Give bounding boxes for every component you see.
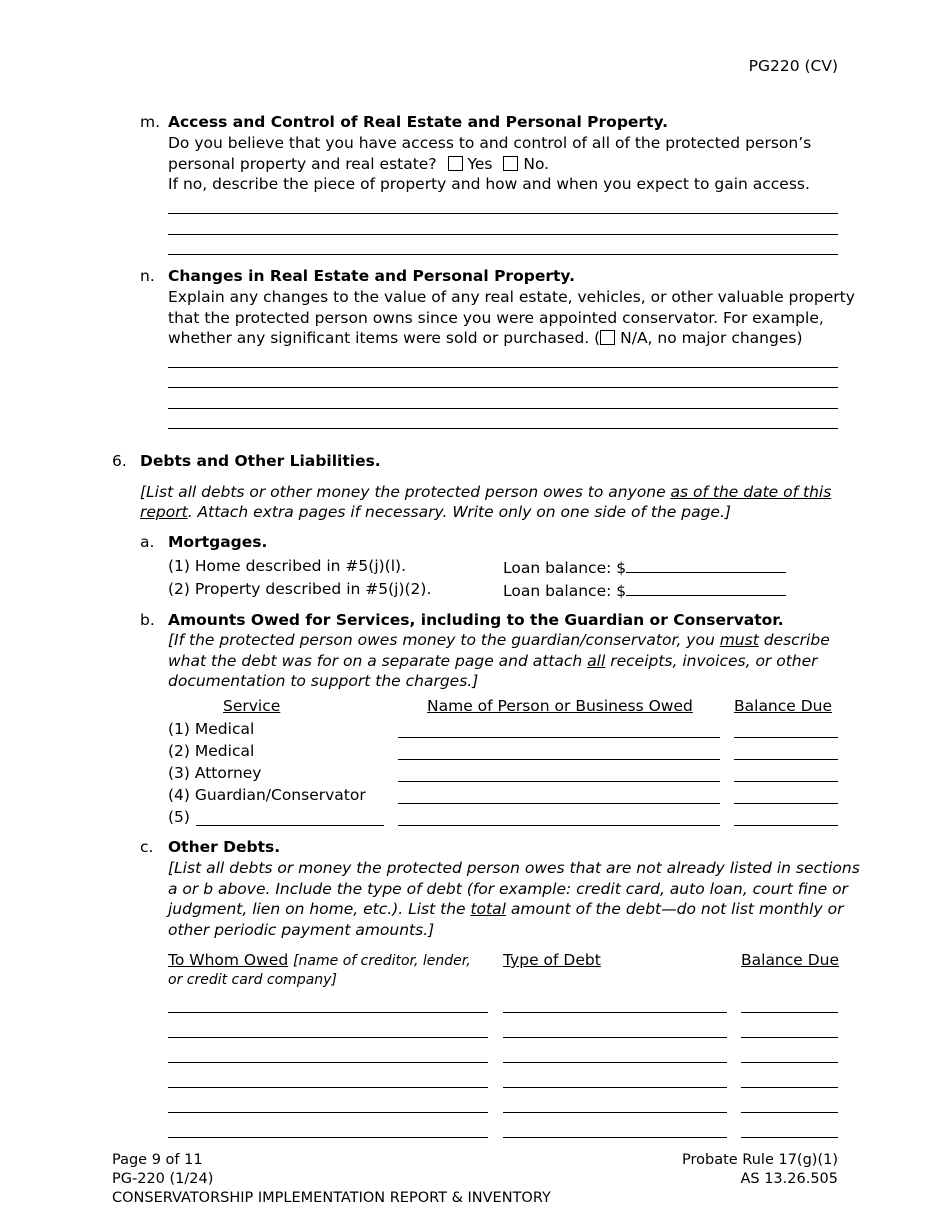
section-b-instructions-2	[168, 651, 818, 671]
footer-form: PG-220 (1/24)	[112, 1171, 214, 1187]
balance-input[interactable]	[734, 825, 838, 826]
section-6-instructions-2	[140, 502, 731, 522]
instr-underlined: total	[470, 900, 506, 918]
service-row-label: (2) Medical	[168, 742, 255, 760]
debt-type-input[interactable]	[503, 1137, 727, 1138]
debt-balance-input[interactable]	[741, 1012, 838, 1013]
service-row-label: (5)	[168, 808, 190, 826]
instr-underlined: must	[719, 631, 759, 649]
loan-balance-1	[503, 556, 786, 578]
section-c-letter: c.	[140, 838, 154, 856]
no-label: No.	[523, 155, 550, 173]
col-header-whom	[168, 950, 471, 971]
section-n-letter: n.	[140, 267, 155, 285]
instr-underlined: as of the date of this	[670, 483, 832, 501]
section-a-title: Mortgages.	[168, 533, 268, 551]
section-n-title: Changes in Real Estate and Personal Property.	[168, 267, 575, 285]
section-c-instructions-1: [List all debts or money the protected person owes that are not already listed in sections	[168, 859, 860, 877]
payee-input[interactable]	[398, 759, 720, 760]
instr-text: judgment, lien on home, etc.). List the	[168, 900, 471, 918]
creditor-input[interactable]	[168, 1087, 488, 1088]
instr-text: [List all debts or other money the protected person owes to anyone	[140, 483, 671, 501]
creditor-input[interactable]	[168, 1037, 488, 1038]
section-m-text-1: Do you believe that you have access to and control of all of the protected person’s	[168, 134, 812, 152]
payee-input[interactable]	[398, 781, 720, 782]
write-line[interactable]	[168, 408, 838, 409]
balance-input[interactable]	[734, 803, 838, 804]
na-label: N/A, no major changes)	[620, 329, 803, 347]
yes-label: Yes	[467, 155, 493, 173]
loan-balance-2	[503, 579, 786, 601]
section-n-question: whether any significant items were sold or purchased. (	[168, 329, 601, 347]
payee-input[interactable]	[398, 803, 720, 804]
instr-text: what the debt was for on a separate page and attach	[168, 652, 588, 670]
section-6-number: 6.	[112, 452, 127, 470]
footer-rule: Probate Rule 17(g)(1)	[682, 1152, 838, 1168]
footer-statute: AS 13.26.505	[740, 1171, 838, 1187]
col-header-name: Name of Person or Business Owed	[427, 697, 693, 715]
creditor-input[interactable]	[168, 1137, 488, 1138]
instr-underlined: all	[587, 652, 606, 670]
write-line[interactable]	[168, 254, 838, 255]
footer-title: CONSERVATORSHIP IMPLEMENTATION REPORT & INVENTORY	[112, 1190, 551, 1206]
col-whom-label: To Whom Owed	[168, 951, 289, 969]
debt-balance-input[interactable]	[741, 1112, 838, 1113]
section-c-instructions-3	[168, 899, 843, 919]
debt-balance-input[interactable]	[741, 1037, 838, 1038]
debt-type-input[interactable]	[503, 1112, 727, 1113]
no-checkbox[interactable]	[503, 156, 518, 171]
section-a-letter: a.	[140, 533, 155, 551]
section-6-instructions-1	[140, 482, 831, 502]
service-row-label: (4) Guardian/Conservator	[168, 786, 366, 804]
write-line[interactable]	[168, 234, 838, 235]
loan-balance-input[interactable]	[626, 579, 786, 596]
balance-input[interactable]	[734, 759, 838, 760]
section-n-text-2: that the protected person owns since you were appointed conservator. For example,	[168, 309, 824, 327]
instr-text: describe	[758, 631, 830, 649]
section-m-letter: m.	[140, 113, 161, 131]
section-b-letter: b.	[140, 611, 155, 629]
payee-input[interactable]	[398, 825, 720, 826]
form-code: PG220 (CV)	[748, 57, 838, 75]
section-b-title: Amounts Owed for Services, including to the Guardian or Conservator.	[168, 611, 784, 629]
instr-text: receipts, invoices, or other	[605, 652, 818, 670]
section-c-instructions-2: a or b above. Include the type of debt (for example: credit card, auto loan, court fine or	[168, 880, 848, 898]
section-m-text-2	[168, 154, 549, 174]
debt-balance-input[interactable]	[741, 1137, 838, 1138]
section-6-title: Debts and Other Liabilities.	[140, 452, 381, 470]
payee-input[interactable]	[398, 737, 720, 738]
creditor-input[interactable]	[168, 1062, 488, 1063]
section-m-title: Access and Control of Real Estate and Personal Property.	[168, 113, 669, 131]
debt-type-input[interactable]	[503, 1087, 727, 1088]
creditor-input[interactable]	[168, 1112, 488, 1113]
write-line[interactable]	[168, 387, 838, 388]
instr-text: . Attach extra pages if necessary. Write only on one side of the page.]	[187, 503, 731, 521]
write-line[interactable]	[168, 213, 838, 214]
balance-input[interactable]	[734, 737, 838, 738]
service-name-input[interactable]	[196, 825, 384, 826]
section-m-question: personal property and real estate?	[168, 155, 437, 173]
col-header-balance-c: Balance Due	[741, 951, 840, 969]
footer-page: Page 9 of 11	[112, 1152, 203, 1168]
section-b-instructions-3: documentation to support the charges.]	[168, 672, 479, 690]
instr-text: [If the protected person owes money to the guardian/conservator, you	[168, 631, 720, 649]
col-header-type: Type of Debt	[503, 951, 601, 969]
loan-label: Loan balance: $	[503, 559, 627, 577]
col-whom-note-2: or credit card company]	[168, 972, 337, 988]
col-header-balance: Balance Due	[734, 697, 833, 715]
debt-type-input[interactable]	[503, 1062, 727, 1063]
balance-input[interactable]	[734, 781, 838, 782]
write-line[interactable]	[168, 428, 838, 429]
loan-balance-input[interactable]	[626, 556, 786, 573]
loan-label: Loan balance: $	[503, 582, 627, 600]
debt-balance-input[interactable]	[741, 1062, 838, 1063]
col-whom-note: [name of creditor, lender,	[293, 953, 471, 969]
na-checkbox[interactable]	[600, 330, 615, 345]
instr-underlined: report	[140, 503, 188, 521]
creditor-input[interactable]	[168, 1012, 488, 1013]
instr-text: amount of the debt—do not list monthly or	[505, 900, 844, 918]
service-row-label: (3) Attorney	[168, 764, 262, 782]
yes-checkbox[interactable]	[448, 156, 463, 171]
section-m-text-3: If no, describe the piece of property and how and when you expect to gain access.	[168, 175, 810, 193]
debt-balance-input[interactable]	[741, 1087, 838, 1088]
section-c-instructions-4: other periodic payment amounts.]	[168, 921, 435, 939]
debt-type-input[interactable]	[503, 1037, 727, 1038]
debt-type-input[interactable]	[503, 1012, 727, 1013]
section-n-text-3	[168, 328, 803, 348]
section-c-title: Other Debts.	[168, 838, 281, 856]
service-row-label: (1) Medical	[168, 720, 255, 738]
mortgage-row-2: (2) Property described in #5(j)(2).	[168, 580, 432, 598]
section-n-text-1: Explain any changes to the value of any real estate, vehicles, or other valuable property	[168, 288, 855, 306]
section-b-instructions-1	[168, 630, 830, 650]
col-header-service: Service	[223, 697, 281, 715]
mortgage-row-1: (1) Home described in #5(j)(l).	[168, 557, 407, 575]
write-line[interactable]	[168, 367, 838, 368]
